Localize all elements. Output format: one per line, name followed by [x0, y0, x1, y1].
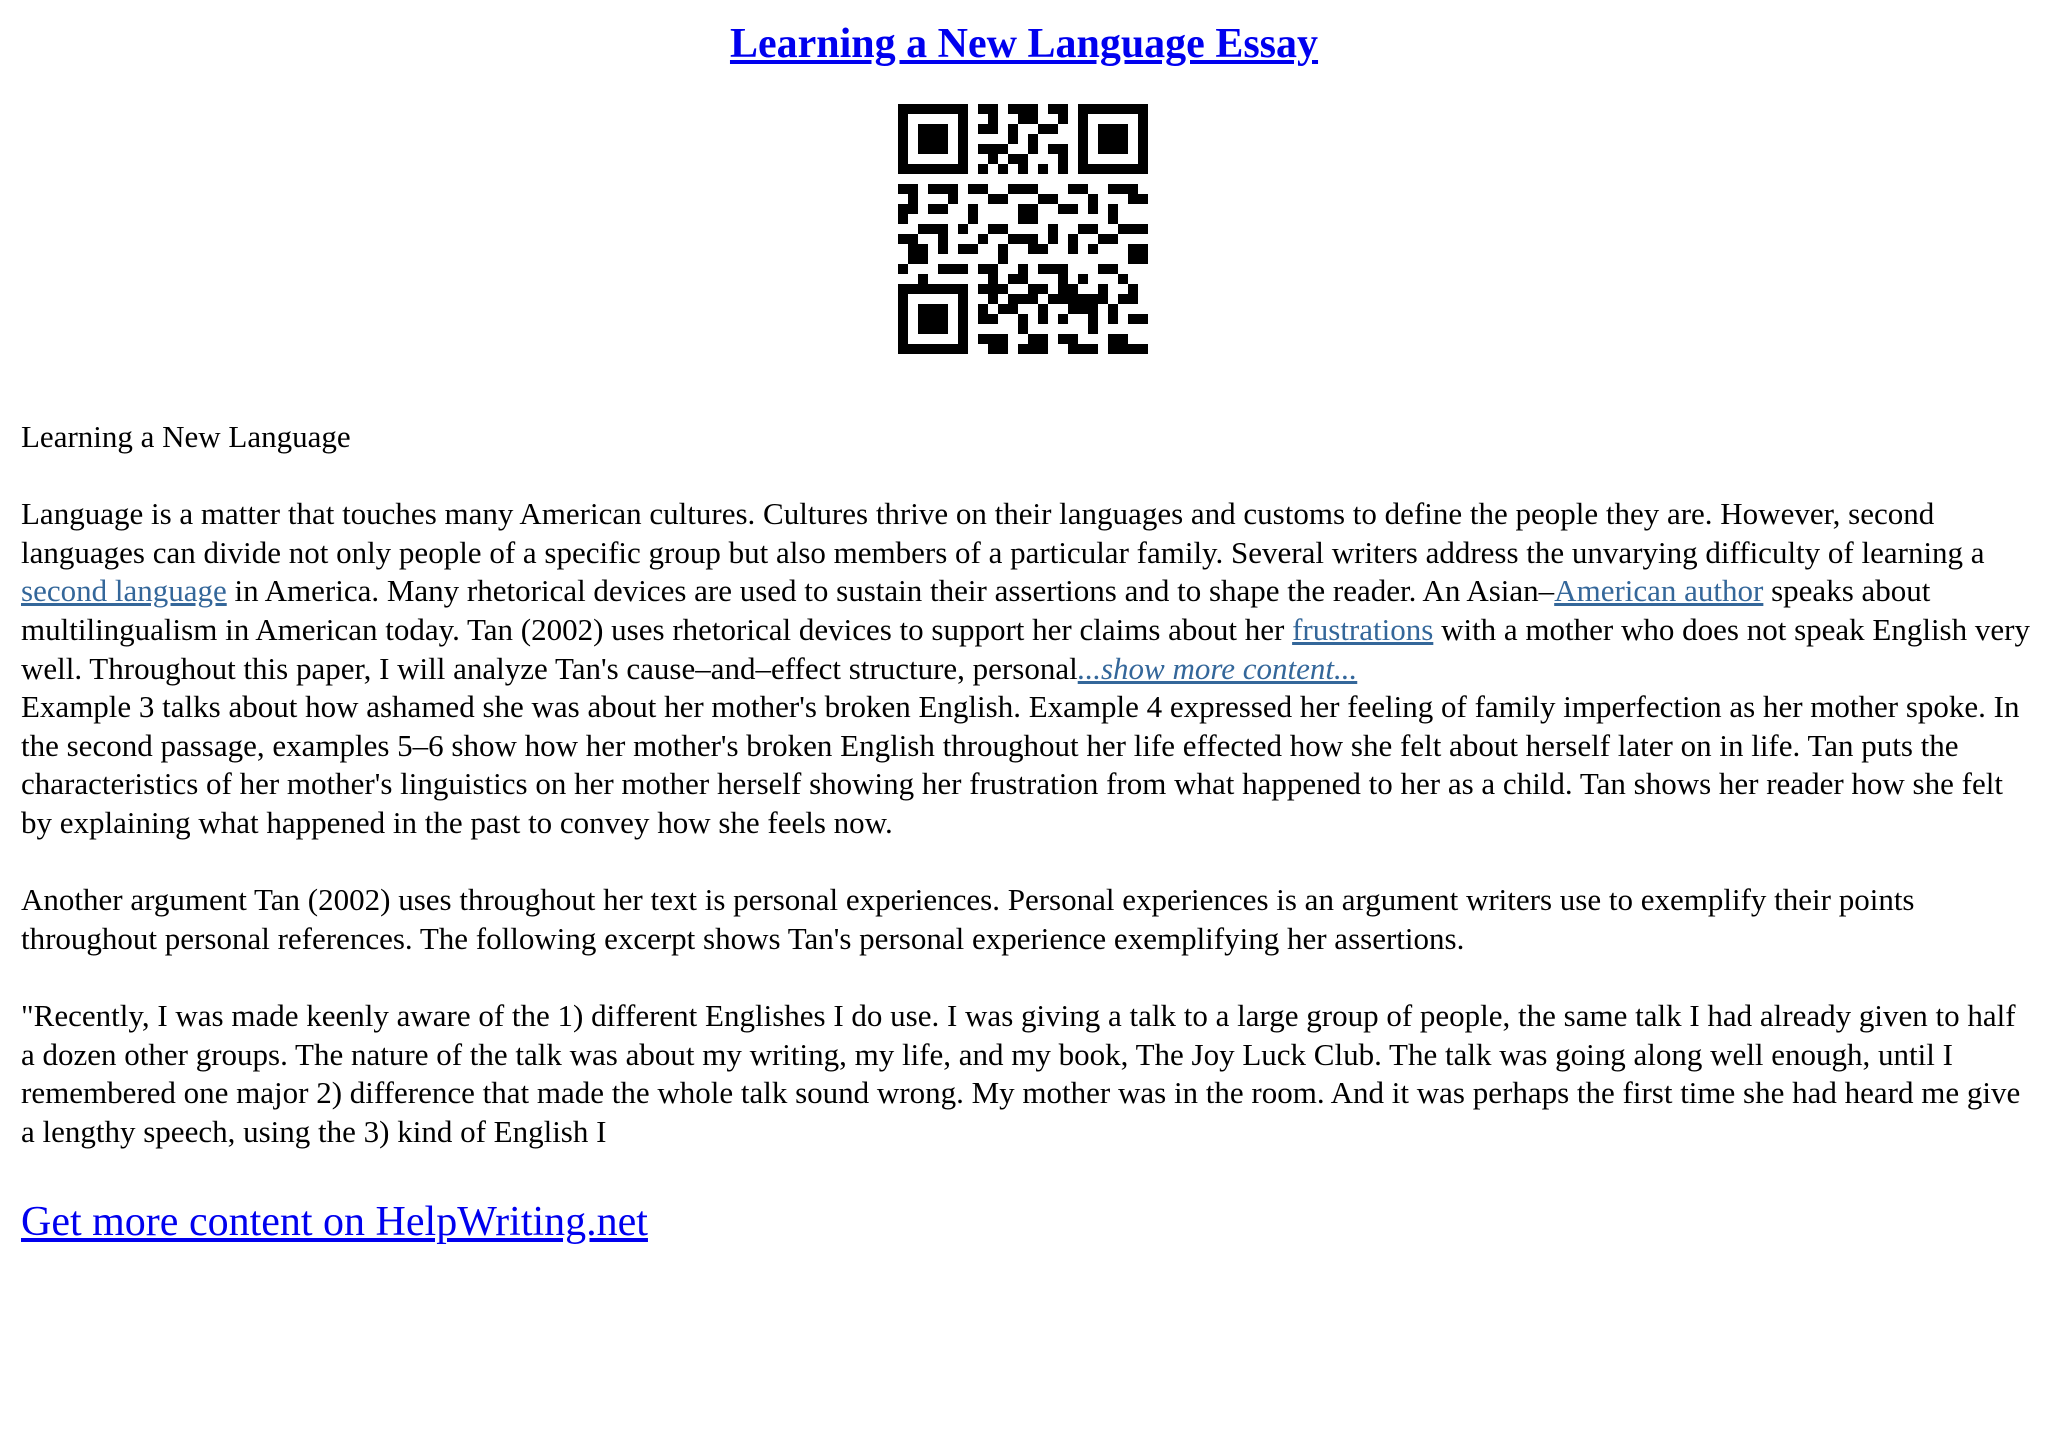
american-author-link[interactable]: American author: [1554, 573, 1764, 609]
show-more-link[interactable]: ...show more content...: [1077, 650, 1358, 686]
title-link[interactable]: Learning a New Language Essay: [729, 21, 1319, 67]
spacer: [21, 958, 2031, 997]
paragraph-text: Example 3 talks about how ashamed she was about her mother's broken English. Example 4 expressed her feeling of family imperfection as her mother spoke. In the second passage, examples 5–6 show how her mother's broken English throughout her life effected how she felt about herself later on in life. Tan puts the characteristics of her mother's linguistics on her mother herself showing her frustration from what happened to her as a child. Tan shows her reader how she felt by explaining what happened in the past to convey how she feels now.: [21, 689, 2020, 840]
spacer: [21, 457, 2031, 496]
spacer: [21, 843, 2031, 882]
essay-quote: "Recently, I was made keenly aware of the 1) different Englishes I do use. I was giving a talk to a large group of people, the same talk I had already given to half a dozen other groups. The nature of the talk was about my writing, my life, and my book, The Joy Luck Club. The talk was going along well enough, until I remembered one major 2) difference that made the whole talk sound wrong. My mother was in the room. And it was perhaps the first time she had heard me give a lengthy speech, using the 3) kind of English I: [21, 997, 2021, 1149]
essay-paragraph-2: Another argument Tan (2002) uses throughout her text is personal experiences. Personal experiences is an argument writers use to exemplify their points throughout personal references. The following excerpt shows Tan's personal experience exemplifying her assertions.: [21, 882, 1915, 956]
paragraph-text: Language is a matter that touches many American cultures. Cultures thrive on their languages and customs to define the people they are. However, second languages can divide not only people of a specific group but also members of a particular family. Several writers address the unvarying difficulty of learning a: [21, 496, 1985, 570]
paragraph-text: with a mother who does not speak English very well. Throughout this paper, I will analyze Tan's cause–and–effect structure, personal: [21, 611, 2030, 686]
page-title: [0, 18, 2048, 70]
essay-paragraph-1: [21, 495, 2031, 842]
frustrations-link[interactable]: frustrations: [1292, 611, 1434, 647]
essay-heading: Learning a New Language: [21, 419, 351, 454]
second-language-link[interactable]: second language: [21, 573, 227, 609]
paragraph-text: in America. Many rhetorical devices are used to sustain their assertions and to shape the reader. An Asian–: [226, 573, 1555, 609]
qr-code-icon: [898, 104, 1148, 354]
paragraph-text: speaks about multilingualism in American today. Tan (2002) uses rhetorical devices to support her claims about her: [21, 573, 1931, 647]
essay-body: [21, 418, 2031, 1151]
helpwriting-link[interactable]: Get more content on HelpWriting.net: [21, 1199, 648, 1245]
